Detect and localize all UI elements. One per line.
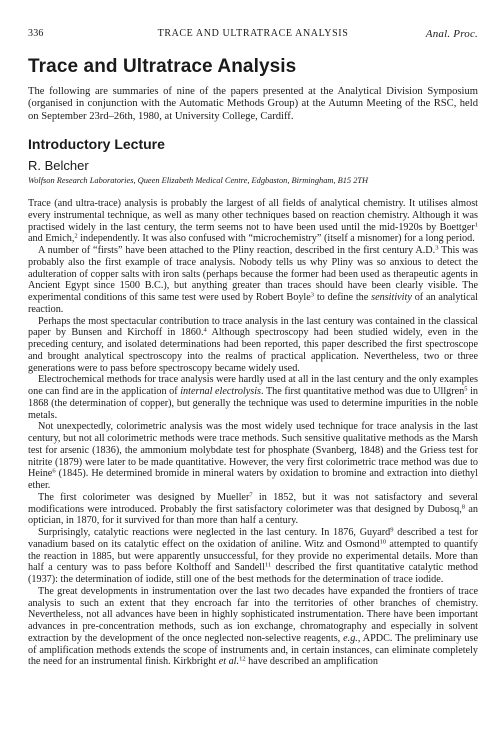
paragraph-text: Not unexpectedly, colorimetric analysis was the most widely used technique for trace analysis in the last century, but not all colorimetric methods were trace methods. Such sensitive qualitative methods as the Marsh test for arsenic (1836), the ammonium molybdate test for phosphate (Svanberg, 1848) and the Griess test for nitrite (1879) were later to be made quantitative. However, the very first colorimetric trace method was due to Heine bbox=[28, 421, 478, 480]
reference-marker: 4 bbox=[203, 326, 207, 334]
article-body bbox=[28, 198, 478, 668]
author-affiliation: Wolfson Research Laboratories, Queen Elizabeth Medical Centre, Edgbaston, Birmingham, B15 2TH bbox=[28, 176, 369, 185]
reference-marker: 11 bbox=[264, 561, 272, 569]
paragraph-text: an optician, in 1870, for it survived for than more than half a century. bbox=[28, 503, 478, 527]
paragraph-text: , APDC. The preliminary use of amplification methods extends the scope of instruments and, in certain instances, can eliminate completely the need for an instrumental finish. Kirkbright bbox=[28, 632, 478, 668]
paragraph-text: A number of “firsts” have been attached to the Pliny reaction, described in the first century A.D. bbox=[38, 245, 436, 256]
paragraph-text: . The first quantitative method was due to Ullgren bbox=[261, 386, 465, 397]
paragraph-text: of an analytical reaction. bbox=[28, 292, 479, 315]
italic-text: et al. bbox=[218, 656, 240, 668]
paragraph-text: This was probably also the first example of trace analysis. Nobody tells us why Pliny was so anxious to detect the adulteration of copper salts with iron salts (perhaps because the former had been used as therapeutic agents in Ancient Egypt since 1500 B.C.), but anything greater than traces should have been clearly visible. The experimental conditions of this same test were used by Robert Boyle bbox=[28, 245, 478, 303]
paragraph-text: Trace (and ultra-trace) analysis is probably the largest of all fields of analytical chemistry. It utilises almost every instrumental technique, as well as many other techniques based on reaction chemistry. Although it was practised widely in the last century, the term seems not to have been used until the mid-1920s by Boettger bbox=[28, 198, 478, 233]
reference-marker: 10 bbox=[379, 538, 387, 546]
running-header bbox=[28, 28, 478, 42]
paragraph-text: independently. It was also confused with “microchemistry” (itself a misnomer) for a long period. bbox=[77, 233, 475, 245]
reference-marker: 9 bbox=[390, 526, 394, 534]
paragraph-text: The great developments in instrumentation over the last two decades have expanded the frontiers of trace analysis to such an extent that they encroach far into the territories of other branches of chemistry. Nevertheless, not all advances have been in highly sophisticated instrumentation. There have been important advances in pre-concentration methods, such as ion exchange, chromatography and especially in solvent extraction by the development of the once neglected non-selective reagents, bbox=[28, 585, 478, 644]
reference-marker: 3 bbox=[310, 291, 315, 299]
paragraph-text: Electrochemical methods for trace analysis were hardly used at all in the last century and the only examples one can find are in the application of bbox=[28, 374, 478, 397]
reference-marker: 7 bbox=[249, 491, 253, 499]
body-paragraph bbox=[28, 527, 478, 586]
body-paragraph bbox=[28, 374, 478, 421]
paragraph-text: have described an amplification bbox=[245, 656, 378, 668]
paragraph-text: (1845). He determined bromide in mineral waters by oxidation to bromine and extraction into diethyl ether. bbox=[28, 468, 478, 491]
italic-text: e.g. bbox=[343, 632, 358, 644]
reference-marker: 1 bbox=[474, 221, 478, 228]
body-paragraph bbox=[28, 198, 478, 245]
body-paragraph bbox=[28, 245, 478, 316]
author-name: R. Belcher bbox=[28, 158, 89, 173]
paragraph-text: and Emich, bbox=[28, 233, 75, 245]
reference-marker: 2 bbox=[74, 232, 78, 240]
reference-marker: 12 bbox=[239, 655, 246, 663]
reference-marker: 6 bbox=[52, 467, 56, 475]
reference-marker: 8 bbox=[461, 503, 465, 510]
body-paragraph bbox=[28, 316, 478, 375]
paragraph-text: attempted to quantify the reaction in 1885, but were apparently unsuccessful, for they provide no experimental details. More than half a century was to pass before Kolthoff and Sandell bbox=[28, 538, 479, 574]
paragraph-text: in 1868 (the determination of copper), but generally the technique was used to determine impurities in the noble metals. bbox=[28, 386, 479, 421]
journal-name: Anal. Proc. bbox=[425, 28, 478, 40]
paragraph-text: described a test for vanadium based on its catalytic effect on the oxidation of aniline. Witz and Osmond bbox=[28, 527, 479, 550]
reference-marker: 5 bbox=[464, 385, 468, 393]
paragraph-text: Although spectroscopy had been studied widely, even in the preceding century, and isolated determinations had been reported, this paper described the first spectroscope and brought analytical spectroscopy into the realms of practical application. Nevertheless, two or three generations were to pass before spectroscopy became widely used. bbox=[28, 327, 478, 374]
paragraph-text: Perhaps the most spectacular contribution to trace analysis in the last century was contained in the classical paper by Bunsen and Kirchoff in 1860. bbox=[28, 315, 478, 339]
page-number: 336 bbox=[28, 28, 44, 39]
body-paragraph bbox=[28, 492, 478, 527]
body-paragraph bbox=[28, 586, 478, 668]
paragraph-text: described the first quantitative catalytic method (1937): the determination of iodide, still one of the best methods for the determination of trace iodide. bbox=[28, 562, 479, 585]
article-title: Trace and Ultratrace Analysis bbox=[28, 56, 297, 77]
paragraph-text: The first colorimeter was designed by Mueller bbox=[38, 491, 250, 503]
paragraph-text: in 1852, but it was not satisfactory and several modifications were introduced. Probably the first satisfactory colorimeter was that designed by Dubosq, bbox=[28, 491, 478, 515]
body-paragraph bbox=[28, 421, 478, 492]
italic-text: internal electrolysis bbox=[180, 386, 262, 397]
article-intro: The following are summaries of nine of the papers presented at the Analytical Division Symposium (organised in conjunction with the Automatic Methods Group) at the Autumn Meeting of the RSC, held on September 23rd–26th, 1980, at University College, Cardiff. bbox=[28, 86, 478, 122]
section-heading: Introductory Lecture bbox=[28, 136, 165, 152]
paragraph-text: to define the bbox=[314, 292, 372, 303]
italic-text: sensitivity bbox=[371, 292, 412, 303]
paragraph-text: Surprisingly, catalytic reactions were neglected in the last century. In 1876, Guyard bbox=[38, 527, 391, 538]
running-title: TRACE AND ULTRATRACE ANALYSIS bbox=[157, 28, 349, 39]
reference-marker: 3 bbox=[435, 244, 439, 252]
